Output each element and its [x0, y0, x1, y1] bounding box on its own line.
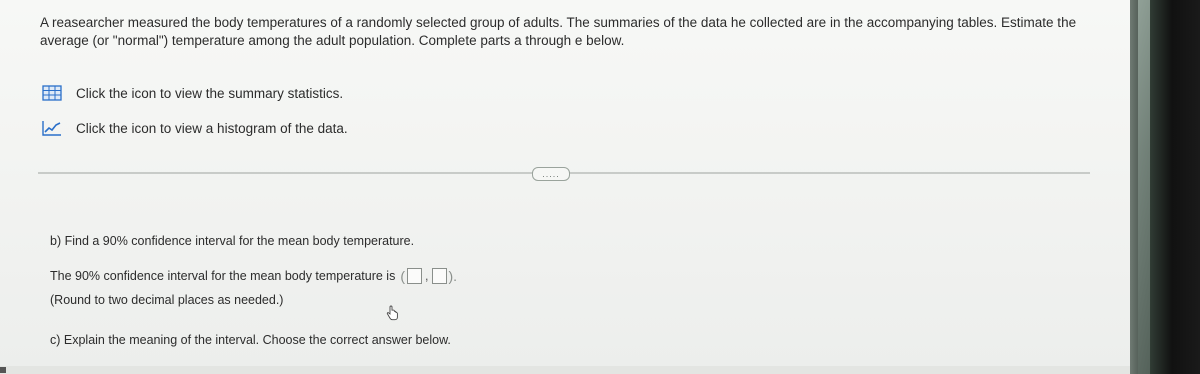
part-b-prompt: b) Find a 90% confidence interval for the mean body temperature. — [50, 234, 415, 248]
summary-statistics-link[interactable] — [42, 84, 343, 102]
screen-bezel — [1130, 0, 1200, 374]
answer-prefix: The 90% confidence interval for the mean body temperature is — [50, 269, 396, 283]
hand-pointer-icon — [384, 305, 400, 321]
upper-bound-input[interactable] — [432, 268, 447, 284]
part-c-prompt: c) Explain the meaning of the interval. Choose the correct answer below. — [50, 333, 451, 347]
problem-statement: A reasearcher measured the body temperatures of a randomly selected group of adults. The summaries of the data he collected are in the accompanying tables. Estimate the average (or "normal") temperature among the adult population. Complete parts a through e below. — [40, 15, 1077, 48]
lower-bound-input[interactable] — [407, 268, 422, 284]
part-b-answer-line — [50, 268, 458, 284]
chart-line-icon[interactable] — [42, 120, 62, 136]
histogram-link[interactable] — [42, 119, 348, 137]
open-paren: ( — [400, 268, 406, 284]
histogram-label[interactable]: Click the icon to view a histogram of the data. — [76, 120, 348, 136]
edge-mark — [0, 367, 6, 373]
comma: , — [425, 269, 429, 283]
bottom-edge — [0, 366, 1130, 374]
close-paren: ). — [448, 268, 458, 284]
table-icon[interactable] — [42, 85, 62, 101]
summary-statistics-label[interactable]: Click the icon to view the summary statistics. — [76, 85, 344, 101]
bezel-highlight — [1138, 0, 1150, 374]
rounding-hint: (Round to two decimal places as needed.) — [50, 293, 284, 307]
expand-button[interactable]: ..... — [532, 167, 570, 181]
